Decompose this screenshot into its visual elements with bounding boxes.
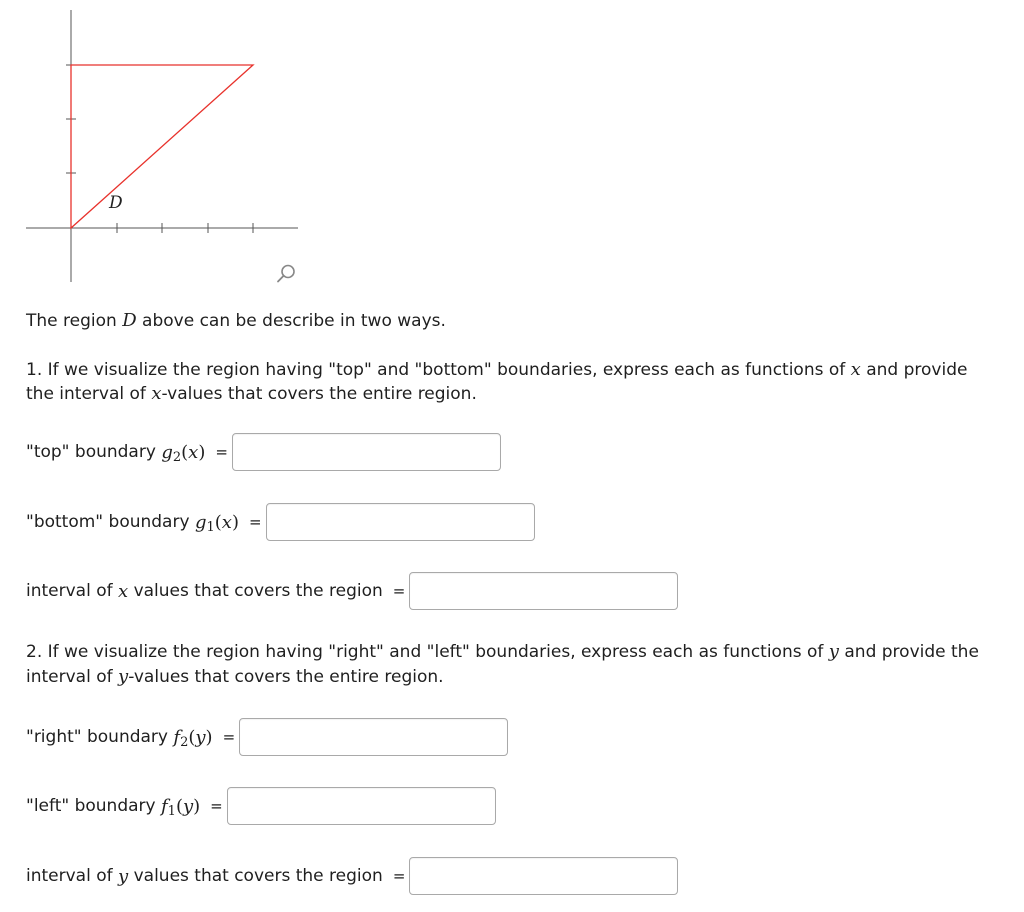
part1-line1-var: x [850,359,861,380]
part1-line1-text-a: 1. If we visualize the region having "top" and "bottom" boundaries, express each as functions of [26,360,851,380]
part2-line1-var: y [828,641,839,662]
x-interval-input[interactable] [409,572,678,610]
top-boundary-fn: $g_2(x)$ [161,441,206,465]
part2-line1-text-a: 2. If we visualize the region having "right" and "left" boundaries, express each as functions of [26,642,829,662]
bottom-boundary-equals: = [248,513,262,531]
left-boundary-equals: = [210,797,223,815]
region-label: D [109,193,123,213]
right-boundary-row [26,717,508,757]
left-boundary-row [26,786,496,826]
top-boundary-input[interactable] [232,433,501,471]
y-interval-label-post: values that covers the region [128,866,383,886]
intro-pre: The region [26,311,123,331]
part2-line2-text-b: -values that covers the entire region. [128,667,444,687]
part1-line2-text-b: -values that covers the entire region. [161,384,477,404]
right-boundary-label: "right" boundary [26,727,174,747]
y-interval-input[interactable] [409,857,678,895]
region-graph [0,0,310,290]
top-boundary-equals: = [215,443,228,461]
magnify-icon[interactable] [273,262,299,286]
y-interval-var: y [118,865,129,887]
top-boundary-label: "top" boundary [26,442,162,462]
left-boundary-fn: $f_1(y)$ [160,795,201,819]
right-boundary-equals: = [222,728,236,746]
x-interval-label-post: values that covers the region [128,581,383,601]
part1-question-line1 [26,358,967,382]
x-interval-label-pre: interval of [26,581,119,601]
part1-line2-text-a: the interval of [26,384,152,404]
part2-line2-text-a: interval of [26,667,119,687]
intro-post: above can be describe in two ways. [136,311,446,331]
part2-question-line1 [26,640,979,664]
y-interval-label-pre: interval of [26,866,119,886]
part1-question-line2 [26,382,477,406]
right-boundary-input[interactable] [239,718,508,756]
bottom-boundary-fn: $g_1(x)$ [194,511,239,535]
left-boundary-label: "left" boundary [26,796,161,816]
y-interval-row [26,856,678,896]
region-boundary [71,65,253,228]
y-interval-equals: = [392,867,406,885]
part2-line1-text-b: and provide the [838,642,979,662]
part2-question-line2 [26,665,444,689]
part1-line2-var: x [151,383,162,404]
intro-text [26,309,446,333]
x-interval-row [26,571,678,611]
x-interval-var: x [118,580,129,602]
right-boundary-fn: $f_2(y)$ [173,726,213,750]
x-interval-equals: = [392,582,406,600]
bottom-boundary-label: "bottom" boundary [26,512,195,532]
part1-line1-text-b: and provide [860,360,968,380]
top-boundary-row [26,432,501,472]
bottom-boundary-row [26,502,535,542]
intro-var: D [122,310,137,331]
part2-line2-var: y [118,666,129,687]
left-boundary-input[interactable] [227,787,496,825]
bottom-boundary-input[interactable] [266,503,535,541]
